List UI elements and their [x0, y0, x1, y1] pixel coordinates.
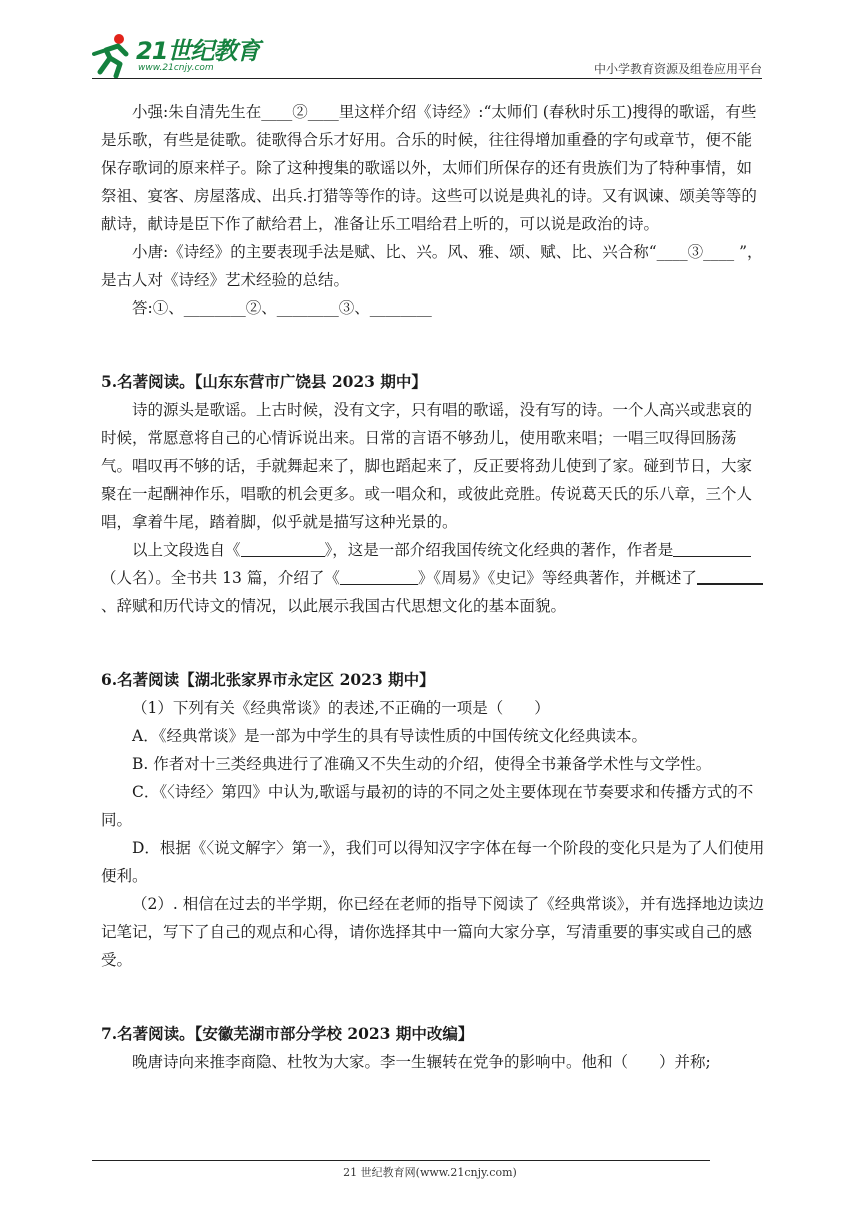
question-7-title: 7.名著阅读。【安徽芜湖市部分学校 2023 期中改编】 — [101, 1024, 474, 1043]
question-6-sub2: （2）. 相信在过去的半学期，你已经在老师的指导下阅读了《经典常谈》，并有选择地边读边记笔记，写下了自己的观点和心得，请你选择其中一篇向大家分享，写清重要的事实或自己的感受。 — [101, 895, 764, 969]
q5-text-b: 》，这是一部介绍我国传统文化经典的著作，作者是 — [324, 541, 674, 559]
runner-logo-icon — [92, 32, 132, 78]
platform-title: 中小学教育资源及组卷应用平台 — [593, 62, 762, 76]
header-divider — [92, 78, 762, 79]
q5-text-c: （人名）。全书共 13 篇，介绍了《 — [101, 569, 340, 587]
answer-line: 答:①、________②、________③、________ — [132, 299, 432, 317]
xiaoqiang-paragraph: 小强:朱自清先生在____②____里这样介绍《诗经》:“太师们 (春秋时乐工)搜得的歌谣，有些是乐歌，有些是徒歌。徒歌得合乐才好用。合乐的时候，往往得增加重叠的字句或章节，便不能保存歌词的原来样子。除了这种搜集的歌谣以外，太师们所保存的还有贵族们为了特种事情，如祭祖、宴客、房屋落成、出兵.打猎等等作的诗。这些可以说是典礼的诗。又有讽谏、颂美等等的献诗，献诗是臣下作了献给君上，准备让乐工唱给君上听的，可以说是政治的诗。 — [101, 103, 757, 233]
genre-blank[interactable] — [697, 565, 763, 585]
logo-url: www.21cnjy.com — [138, 63, 214, 73]
page-header — [0, 0, 860, 90]
question-5-prompt — [101, 536, 765, 620]
site-logo — [92, 30, 262, 80]
footer-divider — [92, 1160, 710, 1161]
author-blank[interactable] — [673, 538, 751, 557]
page-footer: 21 世纪教育网(www.21cnjy.com) — [343, 1166, 517, 1179]
option-b: B. 作者对十三类经典进行了准确又不失生动的介绍，使得全书兼备学术性与文学性。 — [132, 755, 712, 773]
q5-text-d: 》《周易》《史记》等经典著作，并概述了 — [417, 569, 697, 587]
question-6-sub1: （1）下列有关《经典常谈》的表述,不正确的一项是（ ） — [132, 699, 550, 717]
xiaotang-paragraph: 小唐:《诗经》的主要表现手法是赋、比、兴。风、雅、颂、赋、比、兴合称“____③____ ”，是古人对《诗经》艺术经验的总结。 — [101, 243, 763, 289]
option-d: D．根据《〈说文解字〉第一》，我们可以得知汉字字体在每一个阶段的变化只是为了人们使用便利。 — [101, 839, 765, 885]
question-7-text: 晚唐诗向来推李商隐、杜牧为大家。李一生辗转在党争的影响中。他和（ ）并称; — [132, 1053, 711, 1071]
question-5-passage: 诗的源头是歌谣。上古时候，没有文字，只有唱的歌谣，没有写的诗。一个人高兴或悲哀的时候，常愿意将自己的心情诉说出来。日常的言语不够劲儿，使用歌来唱；一唱三叹得回肠荡气。唱叹再不够的话，手就舞起来了，脚也蹈起来了，反正要将劲儿使到了家。碰到节日，大家聚在一起酬神作乐，唱歌的机会更多。或一唱众和，或彼此竞胜。传说葛天氏的乐八章，三个人唱，拿着牛尾，踏着脚，似乎就是描写这种光景的。 — [101, 401, 753, 531]
question-6-title: 6.名著阅读【湖北张家界市永定区 2023 期中】 — [101, 670, 435, 689]
logo-title: 21世纪教育 — [136, 37, 260, 65]
book-title-blank[interactable] — [241, 538, 325, 557]
question-5-title: 5.名著阅读。【山东东营市广饶县 2023 期中】 — [101, 372, 427, 391]
document-body — [101, 98, 765, 1076]
option-c: C．《〈诗经〉第四》中认为,歌谣与最初的诗的不同之处主要体现在节奏要求和传播方式的不同。 — [101, 783, 754, 829]
q5-text-e: 、辞赋和历代诗文的情况，以此展示我国古代思想文化的基本面貌。 — [101, 597, 567, 615]
classic-blank[interactable] — [340, 566, 418, 585]
q5-text-a: 以上文段选自《 — [132, 541, 241, 559]
option-a: A．《经典常谈》是一部为中学生的具有导读性质的中国传统文化经典读本。 — [132, 727, 647, 745]
